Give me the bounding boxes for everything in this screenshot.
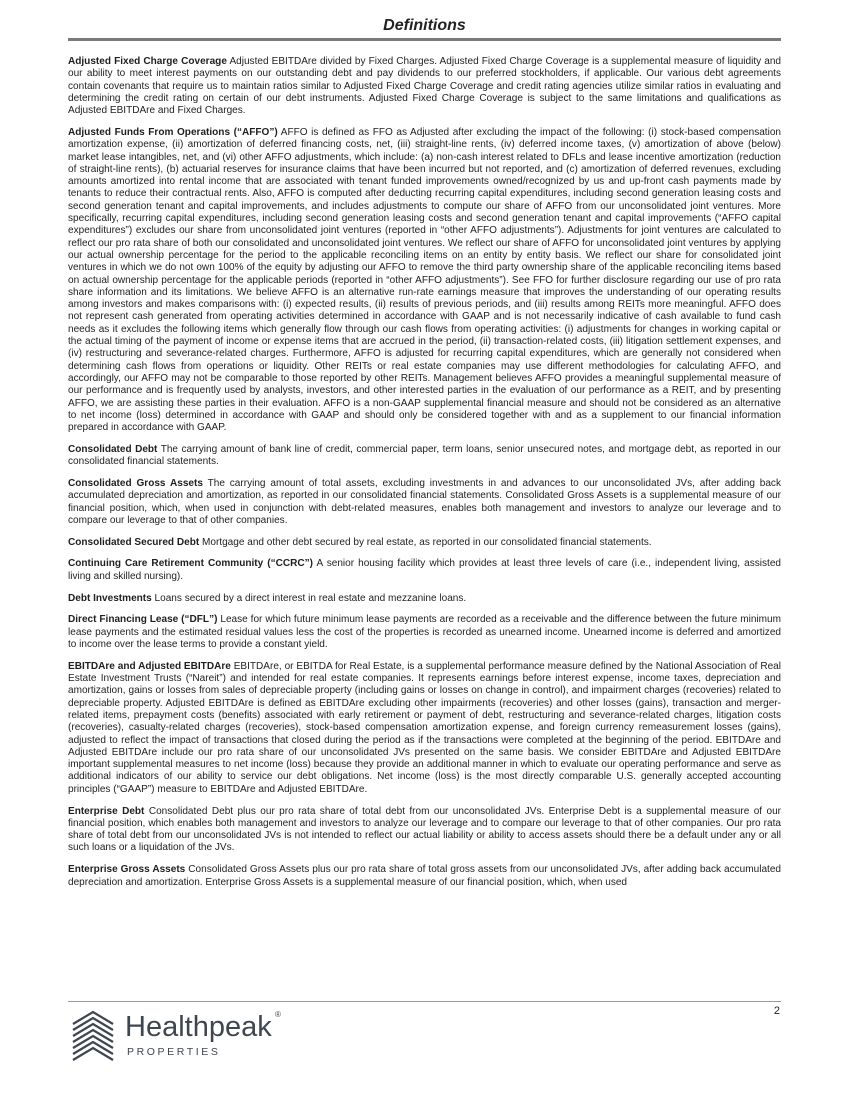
definition-text: A senior housing facility which provides at least three levels of care (i.e., independent living, assisted living and skilled nursing). [68,558,781,582]
registered-mark: ® [275,1010,281,1019]
definition-term: Adjusted Funds From Operations (“AFFO”) [68,126,278,138]
definition-term: Debt Investments [68,592,152,604]
definition-text: Consolidated Debt plus our pro rata share of total debt from our unconsolidated JVs. Enterprise Debt is a supplemental measure of our financial position, which enables both management and investors to analyze our leverage and to compare our leverage to that of other companies. Our pro rata share of total debt from our unconsolidated JVs is not intended to reflect our actual liability or ability to access assets should there be a default under any or all such loans or a liquidation of the JVs. [68,805,782,854]
definition-entry [68,806,781,855]
definition-text: Loans secured by a direct interest in real estate and mezzanine loans. [154,592,467,604]
definition-term: Continuing Care Retirement Community (“CCRC”) [68,558,314,570]
definition-entry [68,614,781,651]
definition-entry [68,127,781,434]
definition-text: EBITDAre, or EBITDA for Real Estate, is a supplemental performance measure defined by the National Association of Real Estate Investment Trusts (“Nareit”) and intended for real estate companies. It represents earnings before interest expense, income taxes, depreciation and amortization, gains or losses from sales of depreciable property (including gains or losses on change in control), and impairment charges (recoveries) related to depreciable property. Adjusted EBITDAre is defined as EBITDAre excluding other impairments (recoveries) and other losses (gains), transaction and merger-related items, prepayment costs (benefits) associated with early retirement or payment of debt, restructuring and severance-related charges, litigation costs (recoveries), casualty-related charges (recoveries), stock-based compensation amortization expense, and foreign currency remeasurement losses (gains), adjusted to reflect the impact of transactions that closed during the period as if the transactions were completed at the beginning of the period. EBITDAre and Adjusted EBITDAre include our pro rata share of our unconsolidated JVs presented on the same basis. We consider EBITDAre and Adjusted EBITDAre important supplemental measures to net income (loss) because they provide an additional manner in which to evaluate our operating performance and serve as additional indicators of our ability to service our debt obligations. Net income (loss) is the most directly comparable U.S. generally accepted accounting principles (“GAAP”) measure to EBITDAre and Adjusted EBITDAre. [68,660,781,795]
definition-term: Consolidated Debt [68,443,158,455]
footer-divider [68,1001,781,1002]
healthpeak-mark-icon [70,1010,116,1066]
definition-entry [68,444,781,469]
definition-text: The carrying amount of bank line of credit, commercial paper, term loans, senior unsecured notes, and mortgage debt, as reported in our consolidated financial statements. [68,443,782,468]
definition-entry [68,537,781,549]
definition-term: Adjusted Fixed Charge Coverage [68,56,227,67]
logo-wordmark: Healthpeak [125,1011,272,1043]
healthpeak-logo [70,1010,330,1070]
definition-term: Consolidated Gross Assets [68,478,203,489]
definition-text: Adjusted EBITDAre divided by Fixed Charges. Adjusted Fixed Charge Coverage is a supplemental measure of liquidity and our ability to meet interest payments on our outstanding debt and pay dividends to our preferred stockholders, if applicable. Our various debt agreements contain covenants that require us to maintain ratios similar to Adjusted Fixed Charge Coverage and credit rating agencies utilize similar ratios in evaluating and determining the credit rating on certain of our debt instruments. Adjusted Fixed Charge Coverage is subject to the same limitations and qualifications as Adjusted EBITDAre and Fixed Charges. [68,56,781,117]
page-number: 2 [773,1005,780,1017]
definition-entry [68,56,781,117]
definition-entry [68,593,781,605]
definition-text: Consolidated Gross Assets plus our pro rata share of total gross assets from our unconsolidated JVs, after adding back accumulated depreciation and amortization. Enterprise Gross Assets is a supplemental measure of our financial position, which, when used [68,864,781,888]
definition-entry [68,661,781,796]
definition-text: AFFO is defined as FFO as Adjusted after excluding the impact of the following: (i) stock-based compensation amortization expense, (ii) amortization of deferred financing costs, net, (iii) straight-line rents, (iv) deferred income taxes, (v) amortization of above (below) market lease intangibles, net, and (vi) other AFFO adjustments, which include: (a) non-cash interest related to DFLs and lease incentive amortization (reduction of straight-line rents), (b) actuarial reserves for insurance claims that have been incurred but not reported, and (c) amortization of deferred revenues, excluding amounts amortized into rental income that are associated with tenant funded improvements owned/recognized by us and up-front cash payments made by tenants to reduce their contractual rents. Also, AFFO is computed after deducting recurring capital expenditures, including second generation leasing costs and second generation tenant and capital improvements, and includes adjustments to compute our share of AFFO from our unconsolidated joint ventures. More specifically, recurring capital expenditures, including second generation leasing costs and second generation tenant and capital improvements (“AFFO capital expenditures”) excludes our share from unconsolidated joint ventures (reported in “other AFFO adjustments”). Adjustments for joint ventures are calculated to reflect our pro rata share of both our consolidated and unconsolidated joint ventures. We reflect our share of AFFO for unconsolidated joint ventures by applying our actual ownership percentage for the period to the applicable reconciling items on an entity by entity basis. We reflect our share for consolidated joint ventures in which we do not own 100% of the equity by adjusting our AFFO to remove the third party ownership share of the applicable reconciling items based on actual ownership percentage for the applicable periods (reported in “other AFFO adjustments”). See FFO for further disclosure regarding our use of pro rata share information and its limitations. We believe AFFO is an alternative run-rate earnings measure that improves the understanding of our operating results among investors and makes comparisons with: (i) expected results, (ii) results of previous periods, and (iii) results among REITs more meaningful. AFFO does not represent cash generated from operating activities determined in accordance with GAAP and is not necessarily indicative of cash available to fund cash needs as it excludes the following items which generally flow through our cash flows from operating activities: (i) adjustments for changes in working capital or the actual timing of the payment of income or expense items that are accrued in the period, (ii) transaction-related costs, (iii) litigation settlement expenses, and (iv) restructuring and severance-related charges. Furthermore, AFFO is adjusted for recurring capital expenditures, which are generally not considered when determining cash flows from operations or liquidity. Other REITs or real estate companies may use different methodologies for calculating AFFO, and accordingly, our AFFO may not be comparable to those reported by other REITs. Management believes AFFO provides a meaningful supplemental measure of our performance and is frequently used by analysts, investors, and other interested parties in the evaluation of our performance as a REIT, and by presenting AFFO, we are assisting these parties in their evaluation. AFFO is a non-GAAP supplemental financial measure and should not be considered as an alternative to net income (loss) determined in accordance with GAAP and should only be considered together with and as a supplement to our financial information prepared in accordance with GAAP. [68,126,781,434]
definition-entry [68,864,781,889]
page-title: Definitions [383,17,466,34]
definition-term: Direct Financing Lease (“DFL”) [68,614,218,626]
definitions-list [68,56,781,898]
logo-subtitle: PROPERTIES [127,1046,221,1058]
definition-text: Mortgage and other debt secured by real estate, as reported in our consolidated financial statements. [202,536,652,548]
definition-entry [68,558,781,583]
definition-term: Enterprise Debt [68,805,145,817]
definition-text: Lease for which future minimum lease payments are recorded as a receivable and the difference between the future minimum lease payments and the estimated residual values less the cost of the properties is recorded as unearned income. Unearned income is deferred and amortized to income over the lease terms to provide a constant yield. [68,614,781,650]
definition-text: The carrying amount of total assets, excluding investments in and advances to our unconsolidated JVs, after adding back accumulated depreciation and amortization, as reported in our consolidated financial statements. Consolidated Gross Assets is a supplemental measure of our financial position, which, when used in conjunction with debt-related measures, enables both management and investors to analyze our leverage and to compare our leverage to that of other companies. [68,478,781,526]
title-divider [68,38,781,41]
definition-term: Enterprise Gross Assets [68,864,186,876]
definition-term: EBITDAre and Adjusted EBITDAre [68,660,231,672]
definition-term: Consolidated Secured Debt [68,536,200,548]
definition-entry [68,478,781,527]
